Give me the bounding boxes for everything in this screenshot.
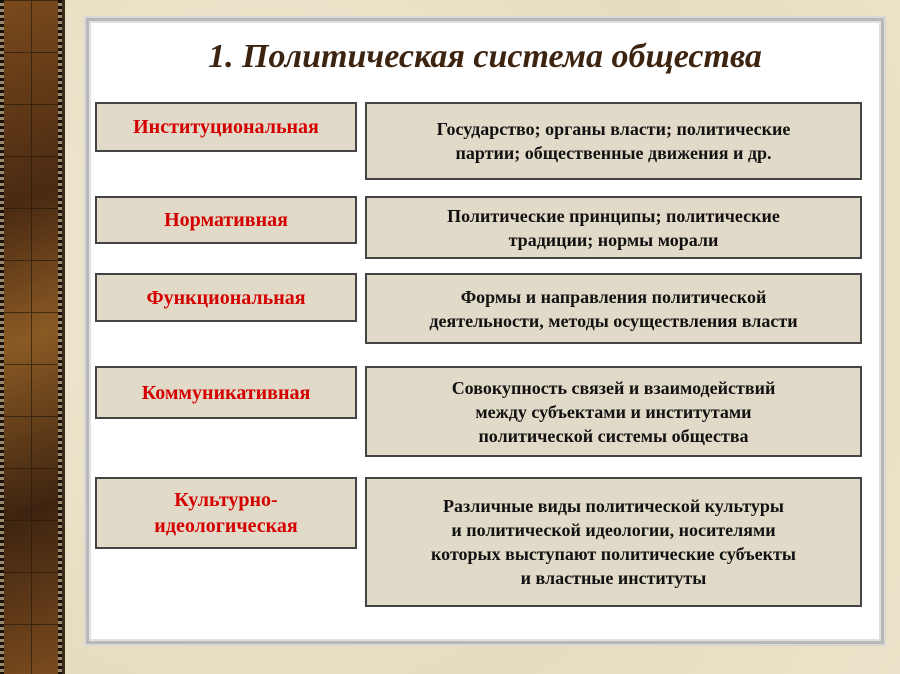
component-desc-cultural-ideological: Различные виды политической культуры и политической идеологии, носителями которых выступают политические субъекты и властные институты (365, 477, 862, 607)
component-label-functional: Функциональная (95, 273, 357, 322)
component-label-communicative: Коммуникативная (95, 366, 357, 419)
component-label-cultural-ideological: Культурно- идеологическая (95, 477, 357, 549)
component-label-normative: Нормативная (95, 196, 357, 244)
slide-title: 1. Политическая система общества (208, 38, 762, 75)
component-desc-institutional: Государство; органы власти; политические партии; общественные движения и др. (365, 102, 862, 180)
component-desc-communicative: Совокупность связей и взаимодействий между субъектами и институтами политической системы общества (365, 366, 862, 457)
component-label-institutional: Институциональная (95, 102, 357, 152)
component-desc-functional: Формы и направления политической деятельности, методы осуществления власти (365, 273, 862, 344)
component-desc-normative: Политические принципы; политические традиции; нормы морали (365, 196, 862, 259)
decorative-side-strip (0, 0, 65, 674)
